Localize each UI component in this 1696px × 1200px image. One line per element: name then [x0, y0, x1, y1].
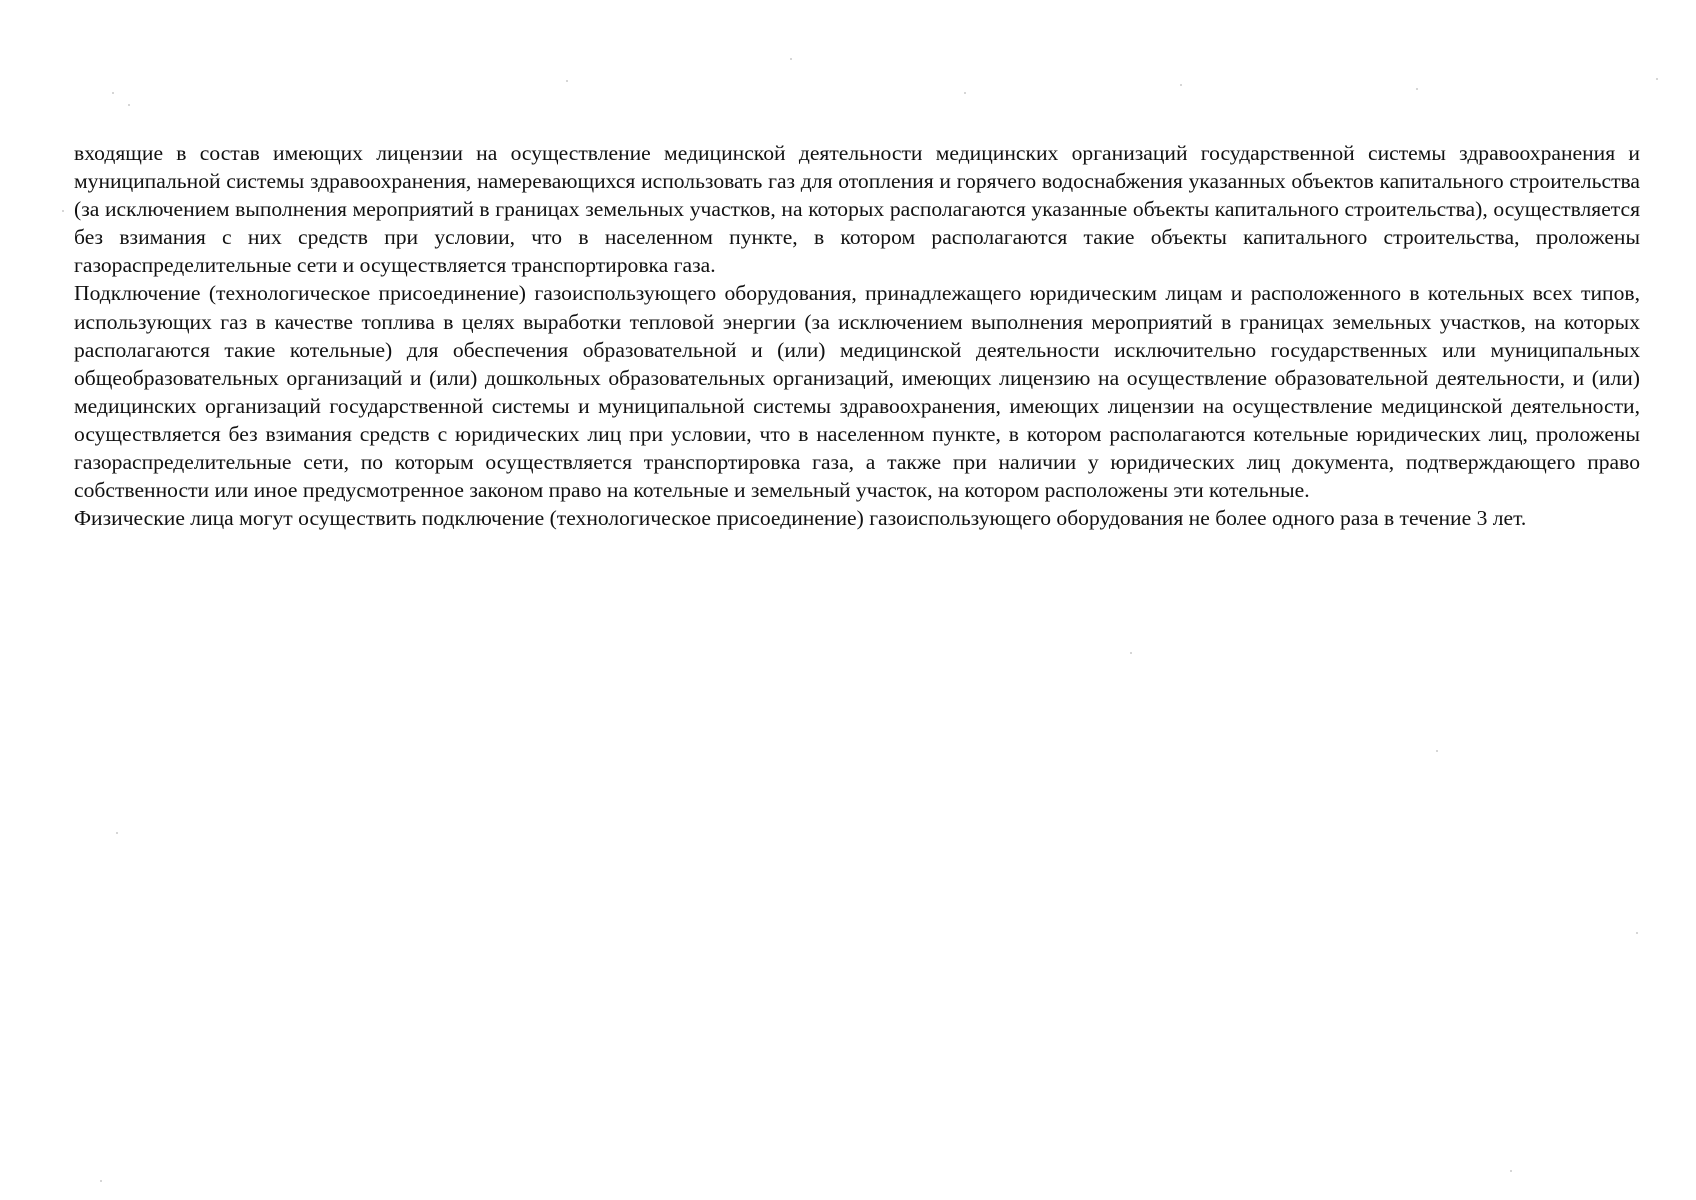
scan-speck — [1510, 1170, 1512, 1172]
scan-speck — [1636, 932, 1638, 934]
scan-speck — [100, 1180, 102, 1182]
paragraph-2: Подключение (технологическое присоединение) газоиспользующего оборудования, принадлежащего юридическим лицам и расположенного в котельных всех типов, использующих газ в качестве топлива в целях выработки тепловой энергии (за исключением выполнения мероприятий в границах земельных участков, на которых располагаются такие котельные) для обеспечения образовательной и (или) медицинской деятельности исключительно государственных или муниципальных общеобразовательных организаций и (или) дошкольных образовательных организаций, имеющих лицензию на осуществление образовательной деятельности, и (или) медицинских организаций государственной системы и муниципальной системы здравоохранения, имеющих лицензии на осуществление медицинской деятельности, осуществляется без взимания средств с юридических лиц при условии, что в населенном пункте, в котором располагаются котельные юридических лиц, проложены газораспределительные сети, по которым осуществляется транспортировка газа, а также при наличии у юридических лиц документа, подтверждающего право собственности или иное предусмотренное законом право на котельные и земельный участок, на котором расположены эти котельные. — [74, 281, 1640, 503]
scan-speck — [62, 210, 64, 212]
paragraph-3: Физические лица могут осуществить подключение (технологическое присоединение) газоиспользующего оборудования не более одного раза в течение 3 лет. — [74, 506, 1527, 531]
scan-speck — [128, 104, 130, 106]
scan-speck — [790, 58, 792, 60]
document-body — [74, 139, 1640, 532]
paragraph-1: входящие в состав имеющих лицензии на осуществление медицинской деятельности медицинских организаций государственной системы здравоохранения и муниципальной системы здравоохранения, намеревающихся использовать газ для отопления и горячего водоснабжения указанных объектов капитального строительства (за исключением выполнения мероприятий в границах земельных участков, на которых располагаются указанные объекты капитального строительства), осуществляется без взимания с них средств при условии, что в населенном пункте, в котором располагаются такие объекты капитального строительства, проложены газораспределительные сети и осуществляется транспортировка газа. — [74, 141, 1640, 278]
scan-speck — [1436, 750, 1438, 752]
scan-speck — [566, 80, 568, 82]
scan-speck — [1416, 88, 1418, 90]
scan-speck — [112, 92, 114, 94]
scan-speck — [1180, 84, 1182, 86]
scan-speck — [1130, 652, 1132, 654]
scan-speck — [116, 832, 118, 834]
scan-speck — [964, 92, 966, 94]
scan-speck — [1656, 78, 1658, 80]
